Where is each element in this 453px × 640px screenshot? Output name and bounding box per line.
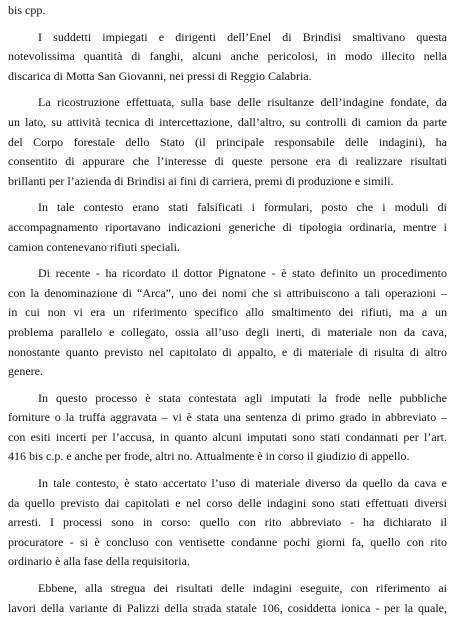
text-line: ordinario è alla fase della requisitoria. [8, 554, 190, 569]
text-line: La ricostruzione effettuata, sulla base delle risultanze dell’indagine fondate, da [38, 95, 447, 110]
text-line: un lato, su attività tecnica di intercettazione, dall’altro, su controlli di camion da parte [8, 114, 447, 129]
paragraph [8, 389, 447, 467]
text-line: bis cpp. [8, 3, 46, 17]
text-line: In tale contesto erano stati falsificati i formulari, posto che i moduli di [38, 200, 447, 215]
text-line: arresti. I processi sono in corso: quello con rito abbreviato - ha dichiarato il [8, 515, 447, 530]
text-line: accompagnamento riportavano indicazioni generiche di tipologia ordinaria, mentre i [8, 219, 447, 234]
paragraph [8, 1, 447, 21]
text-line: con esiti incerti per l’accusa, in quanto alcuni imputati sono stati condannati per l’art. [8, 429, 447, 444]
text-line: consentito di appurare che l’interesse di queste persone era di realizzare risultati [8, 154, 447, 169]
text-line: del Corpo forestale dello Stato (il principale responsabile delle indagini), ha [8, 134, 447, 149]
text-line: con la denominazione di “Arca”, uno dei nomi che si attribuiscono a tali operazioni – [8, 285, 447, 300]
text-line: brillanti per l’azienda di Brindisi ai fini di carriera, premi di produzione e simili. [8, 173, 394, 188]
text-line: 416 bis c.p. e anche per frode, altri no. Attualmente è in corso il giudizio di appello. [8, 449, 410, 464]
text-line: problema parallelo e collegato, ossia all’uso degli inerti, di materiale non da cava, [8, 324, 447, 339]
text-line: camion contenevano rifiuti speciali. [8, 239, 180, 254]
text-line: nonostante quanto previsto nel capitolato di appalto, e di materiale di risulta di altro [8, 344, 447, 359]
text-line: genere. [8, 364, 43, 379]
paragraph-gap [8, 191, 447, 198]
paragraph-gap [8, 86, 447, 93]
paragraph-gap [8, 382, 447, 389]
paragraph [8, 198, 447, 257]
text-line: Di recente - ha ricordato il dottor Pignatone - è stato definito un procedimento [38, 266, 447, 281]
paragraph-gap [8, 257, 447, 264]
text-line: In questo processo è stata contestata agli imputati la frode nelle pubbliche [38, 390, 447, 405]
text-line: discarica di Motta San Giovanni, nei pressi di Reggio Calabria. [8, 68, 312, 83]
paragraph-gap [8, 21, 447, 28]
text-line: da quello previsto dai capitolati e nel corso delle indagini sono stati effettuati diversi [8, 495, 447, 510]
paragraph-gap [8, 572, 447, 579]
text-line: lavori della variante di Palizzi della strada statale 106, cosiddetta ionica - per la quale, [8, 600, 447, 615]
text-line: notevolissima quantità di fanghi, alcuni anche pericolosi, in modo illecito nella [8, 49, 447, 64]
text-line: In tale contesto, è stato accertato l’uso di materiale diverso da quello da cava e [38, 476, 447, 491]
text-line: I suddetti impiegati e dirigenti dell’Enel di Brindisi smaltivano questa [38, 29, 447, 44]
paragraph [8, 93, 447, 191]
paragraph [8, 264, 447, 382]
text-line: forniture o la truffa aggravata – vi è stata una sentenza di primo grado in abbreviato – [8, 410, 447, 425]
text-line: in cui non vi era un riferimento specifico allo smaltimento dei rifiuti, ma a un [8, 305, 447, 320]
paragraph [8, 579, 447, 618]
paragraph [8, 28, 447, 87]
text-line: Ebbene, alla stregua dei risultati delle indagini eseguite, con riferimento ai [38, 581, 447, 596]
paragraph-gap [8, 467, 447, 474]
paragraph [8, 474, 447, 572]
text-line: procuratore - si è concluso con ventisette condanne pochi giorni fa, quello con rito [8, 534, 447, 549]
